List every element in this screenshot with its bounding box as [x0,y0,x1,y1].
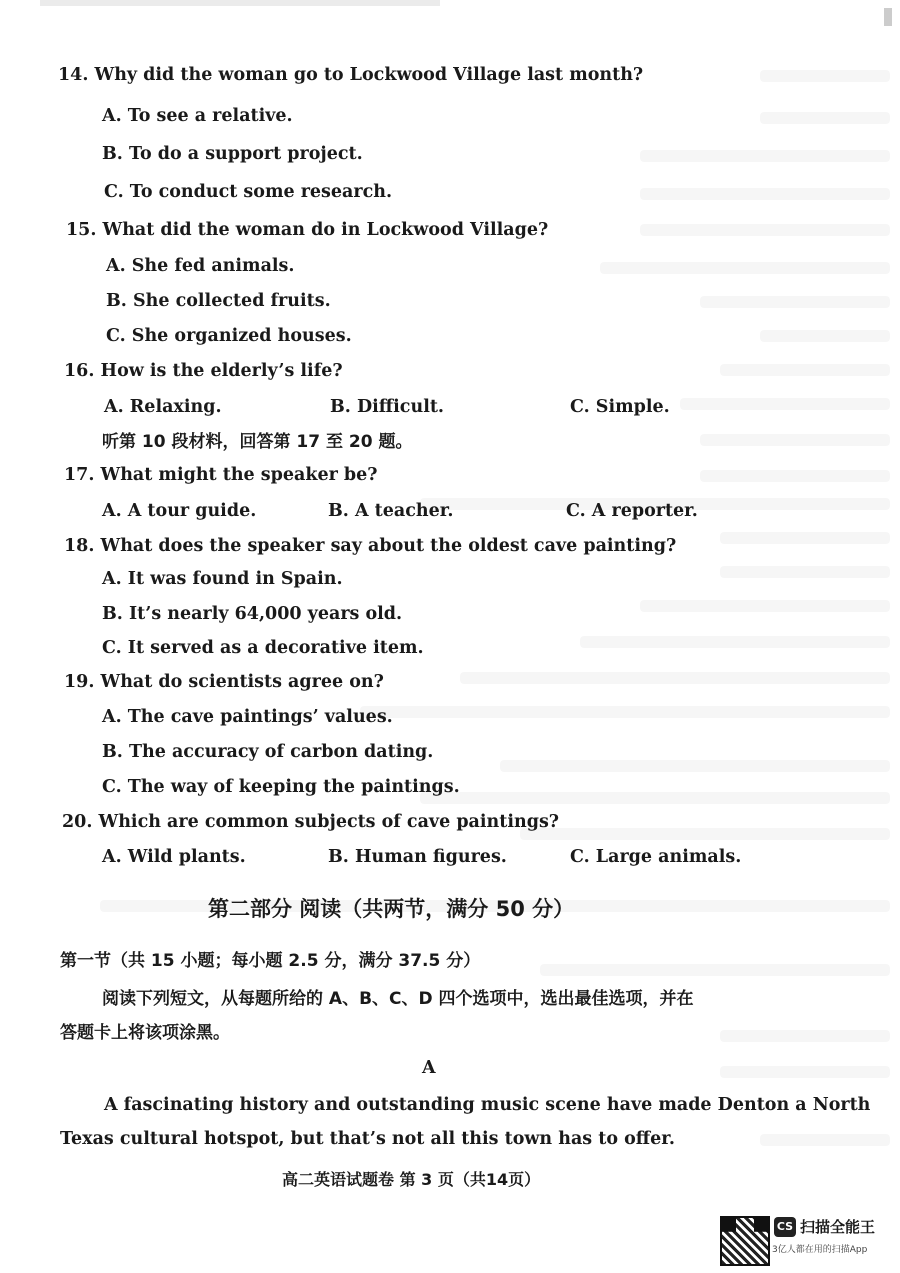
q20-option-c: C. Large animals. [570,847,742,867]
q20-option-a: A. Wild plants. [102,847,246,867]
section-10-instruction: 听第 10 段材料，回答第 17 至 20 题。 [102,432,413,452]
scanner-tagline: 3亿人都在用的扫描App [772,1245,868,1255]
q16-option-c: C. Simple. [570,397,670,417]
q19-stem: 19. What do scientists agree on? [64,672,384,692]
page-footer: 高二英语试题卷 第 3 页（共14页） [282,1170,541,1189]
q15-option-a: A. She fed animals. [106,256,295,276]
q16-option-b: B. Difficult. [330,397,445,417]
q14-option-c: C. To conduct some research. [104,182,393,202]
q15-stem: 15. What did the woman do in Lockwood Village? [66,220,549,240]
q19-option-b: B. The accuracy of carbon dating. [102,742,434,762]
passage-line2: Texas cultural hotspot, but that’s not all this town has to offer. [60,1129,675,1149]
qr-code-icon [720,1216,770,1266]
reading-instruction-line1: 阅读下列短文，从每题所给的 A、B、C、D 四个选项中，选出最佳选项，并在 [102,989,694,1009]
q17-option-b: B. A teacher. [328,501,454,521]
part-two-heading: 第二部分 阅读（共两节，满分 50 分） [208,897,575,921]
q15-option-b: B. She collected fruits. [106,291,331,311]
q17-option-c: C. A reporter. [566,501,698,521]
q18-option-b: B. It’s nearly 64,000 years old. [102,604,403,624]
passage-line1: A fascinating history and outstanding music scene have made Denton a North [104,1095,871,1115]
scanner-app-name: 扫描全能王 [800,1218,876,1236]
section-one-heading: 第一节（共 15 小题；每小题 2.5 分，满分 37.5 分） [60,951,481,971]
q20-option-b: B. Human figures. [328,847,507,867]
q18-stem: 18. What does the speaker say about the oldest cave painting? [64,536,677,556]
q19-option-c: C. The way of keeping the paintings. [102,777,460,797]
q18-option-a: A. It was found in Spain. [102,569,343,589]
q16-option-a: A. Relaxing. [104,397,222,417]
q17-option-a: A. A tour guide. [102,501,257,521]
passage-label: A [422,1058,436,1078]
q15-option-c: C. She organized houses. [106,326,352,346]
q20-stem: 20. Which are common subjects of cave paintings? [62,812,560,832]
q16-stem: 16. How is the elderly’s life? [64,361,343,381]
q14-option-a: A. To see a relative. [102,106,293,126]
q14-stem: 14. Why did the woman go to Lockwood Village last month? [58,65,644,85]
camscanner-logo-icon: CS [774,1217,796,1237]
q19-option-a: A. The cave paintings’ values. [102,707,393,727]
q18-option-c: C. It served as a decorative item. [102,638,424,658]
reading-instruction-line2: 答题卡上将该项涂黑。 [60,1023,230,1043]
q17-stem: 17. What might the speaker be? [64,465,378,485]
q14-option-b: B. To do a support project. [102,144,363,164]
